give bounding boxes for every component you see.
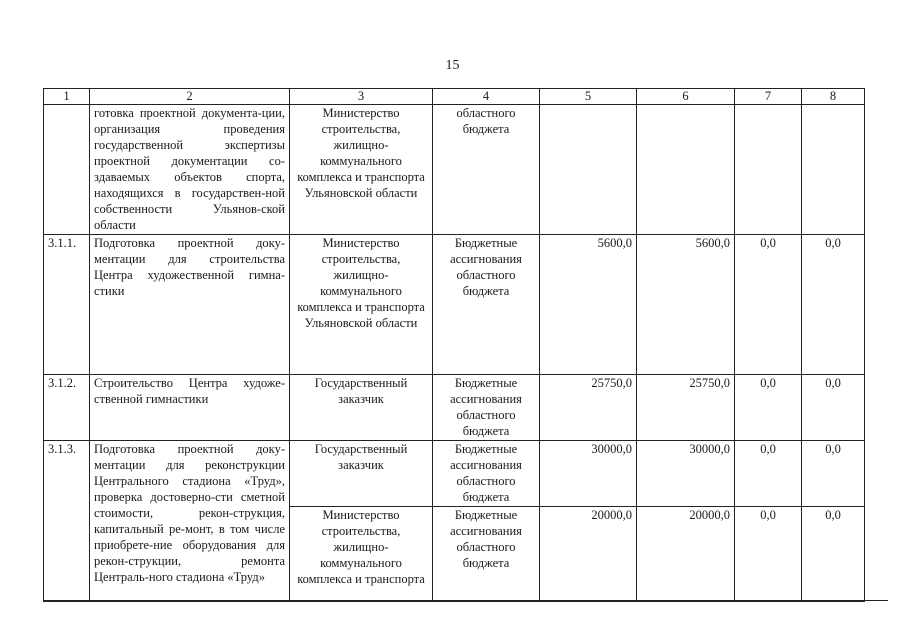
value-year-1: 30000,0 <box>637 441 735 507</box>
measure-name: Подготовка проектной доку-ментации для реконструкции Центрального стадиона «Труд», проверка достоверно-сти сметной стоимости, рекон-струкция, капитальный ре-монт, в том числе приобрете-ние оборудования для рекон-струкции, ремонта Централь-ного стадиона «Труд» <box>90 441 290 602</box>
column-header: 4 <box>433 89 540 105</box>
measure-name: Подготовка проектной доку-ментации для строительства Центра художественной гимна-стики <box>90 235 290 375</box>
measure-name: Строительство Центра художе-ственной гимнастики <box>90 375 290 441</box>
executor: Министерство строительства, жилищно-коммунального комплекса и транспорта Ульяновской области <box>290 105 433 235</box>
column-header: 5 <box>540 89 637 105</box>
funding-source: Бюджетные ассигнования областного бюджета <box>433 235 540 375</box>
executor: Государственный заказчик <box>290 375 433 441</box>
table-row <box>44 235 865 375</box>
value-year-1 <box>637 105 735 235</box>
value-total <box>540 105 637 235</box>
column-number-row <box>44 89 865 105</box>
value-year-2: 0,0 <box>735 375 802 441</box>
funding-source: Бюджетные ассигнования областного бюджета <box>433 441 540 507</box>
value-total: 30000,0 <box>540 441 637 507</box>
column-header: 8 <box>802 89 865 105</box>
funding-source: Бюджетные ассигнования областного бюджета <box>433 507 540 602</box>
value-year-1: 5600,0 <box>637 235 735 375</box>
page-number: 15 <box>445 58 460 73</box>
table-row <box>44 441 865 507</box>
value-year-2: 0,0 <box>735 507 802 602</box>
executor: Министерство строительства, жилищно-коммунального комплекса и транспорта Ульяновской области <box>290 235 433 375</box>
value-year-3: 0,0 <box>802 235 865 375</box>
column-header: 7 <box>735 89 802 105</box>
value-total: 20000,0 <box>540 507 637 602</box>
value-year-3 <box>802 105 865 235</box>
column-header: 2 <box>90 89 290 105</box>
value-year-2: 0,0 <box>735 235 802 375</box>
value-year-1: 20000,0 <box>637 507 735 602</box>
value-year-3: 0,0 <box>802 507 865 602</box>
value-year-3: 0,0 <box>802 441 865 507</box>
value-total: 5600,0 <box>540 235 637 375</box>
value-total: 25750,0 <box>540 375 637 441</box>
funding-source: Бюджетные ассигнования областного бюджета <box>433 375 540 441</box>
value-year-2 <box>735 105 802 235</box>
row-number: 3.1.1. <box>44 235 90 375</box>
measure-name: готовка проектной документа-ции, организация проведения государственной экспертизы проектной документации со-здаваемых объектов спорта, находящихся в государствен-ной собственности Ульянов-ской области <box>90 105 290 235</box>
table-row <box>44 375 865 441</box>
bottom-rule <box>43 600 888 601</box>
executor: Государственный заказчик <box>290 441 433 507</box>
column-header: 1 <box>44 89 90 105</box>
value-year-1: 25750,0 <box>637 375 735 441</box>
table-row <box>44 105 865 235</box>
row-number <box>44 105 90 235</box>
column-header: 3 <box>290 89 433 105</box>
executor: Министерство строительства, жилищно-коммунального комплекса и транспорта <box>290 507 433 602</box>
funding-source: областного бюджета <box>433 105 540 235</box>
value-year-2: 0,0 <box>735 441 802 507</box>
row-number: 3.1.3. <box>44 441 90 602</box>
program-table <box>43 88 865 602</box>
value-year-3: 0,0 <box>802 375 865 441</box>
row-number: 3.1.2. <box>44 375 90 441</box>
column-header: 6 <box>637 89 735 105</box>
